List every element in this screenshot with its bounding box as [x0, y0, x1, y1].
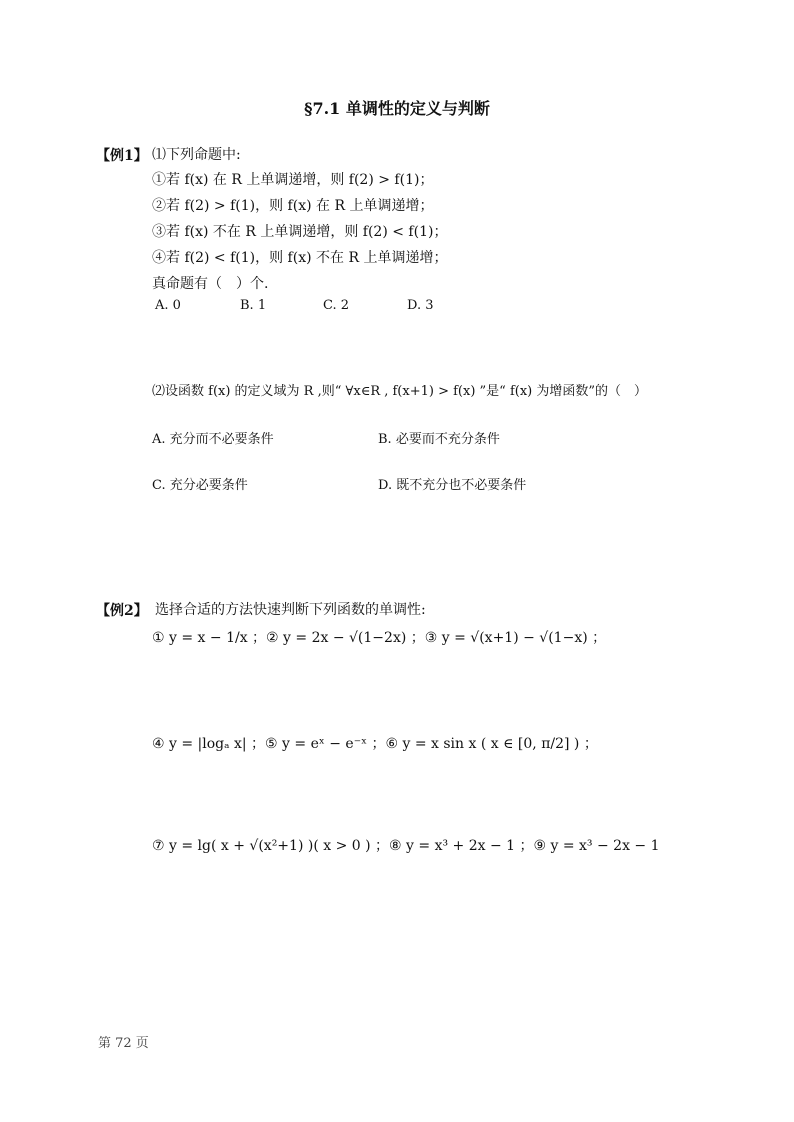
function-row-3: ⑦ y = lg( x + √(x²+1) )( x > 0 ) ；⑧ y = x³ + 2x − 1 ；⑨ y = x³ − 2x − 1	[152, 838, 660, 854]
example-1-tag: 【例1】	[96, 148, 148, 164]
function-row-1: ① y = x − 1/x ；② y = 2x − √(1−2x) ；③ y = √(x+1) − √(1−x) ；	[152, 630, 607, 646]
option-c: C. 2	[323, 298, 350, 313]
option-a: A. 0	[155, 298, 181, 313]
proposition-2: ②若 f(2) > f(1)，则 f(x) 在 R 上单调递增；	[152, 198, 434, 214]
proposition-1: ①若 f(x) 在 R 上单调递增，则 f(2) > f(1)；	[152, 172, 434, 188]
question-ask: 真命题有（ ）个.	[152, 276, 269, 292]
proposition-3: ③若 f(x) 不在 R 上单调递增，则 f(2) < f(1)；	[152, 224, 448, 240]
part2-option-a: A. 充分而不必要条件	[152, 432, 274, 447]
example-2-intro: 选择合适的方法快速判断下列函数的单调性:	[155, 602, 426, 618]
page-number: 第 72 页	[98, 1036, 149, 1051]
part2-option-b: B. 必要而不充分条件	[378, 432, 500, 447]
function-row-2: ④ y = |logₐ x| ；⑤ y = eˣ − e⁻ˣ ；⑥ y = x sin x ( x ∈ [0, π/2] ) ；	[152, 736, 598, 752]
example-1-part1-intro: ⑴下列命题中:	[152, 147, 241, 163]
proposition-4: ④若 f(2) < f(1)，则 f(x) 不在 R 上单调递增；	[152, 250, 448, 266]
example-2-tag: 【例2】	[96, 603, 148, 619]
part2-option-c: C. 充分必要条件	[152, 478, 248, 493]
part2-option-d: D. 既不充分也不必要条件	[378, 478, 527, 493]
option-b: B. 1	[240, 298, 267, 313]
page-title: §7.1 单调性的定义与判断	[304, 99, 490, 118]
option-d: D. 3	[407, 298, 434, 313]
example-1-part2-question: ⑵设函数 f(x) 的定义域为 R ,则“ ∀x∈R , f(x+1) > f(x) ”是“ f(x) 为增函数”的（ ）	[152, 384, 648, 399]
